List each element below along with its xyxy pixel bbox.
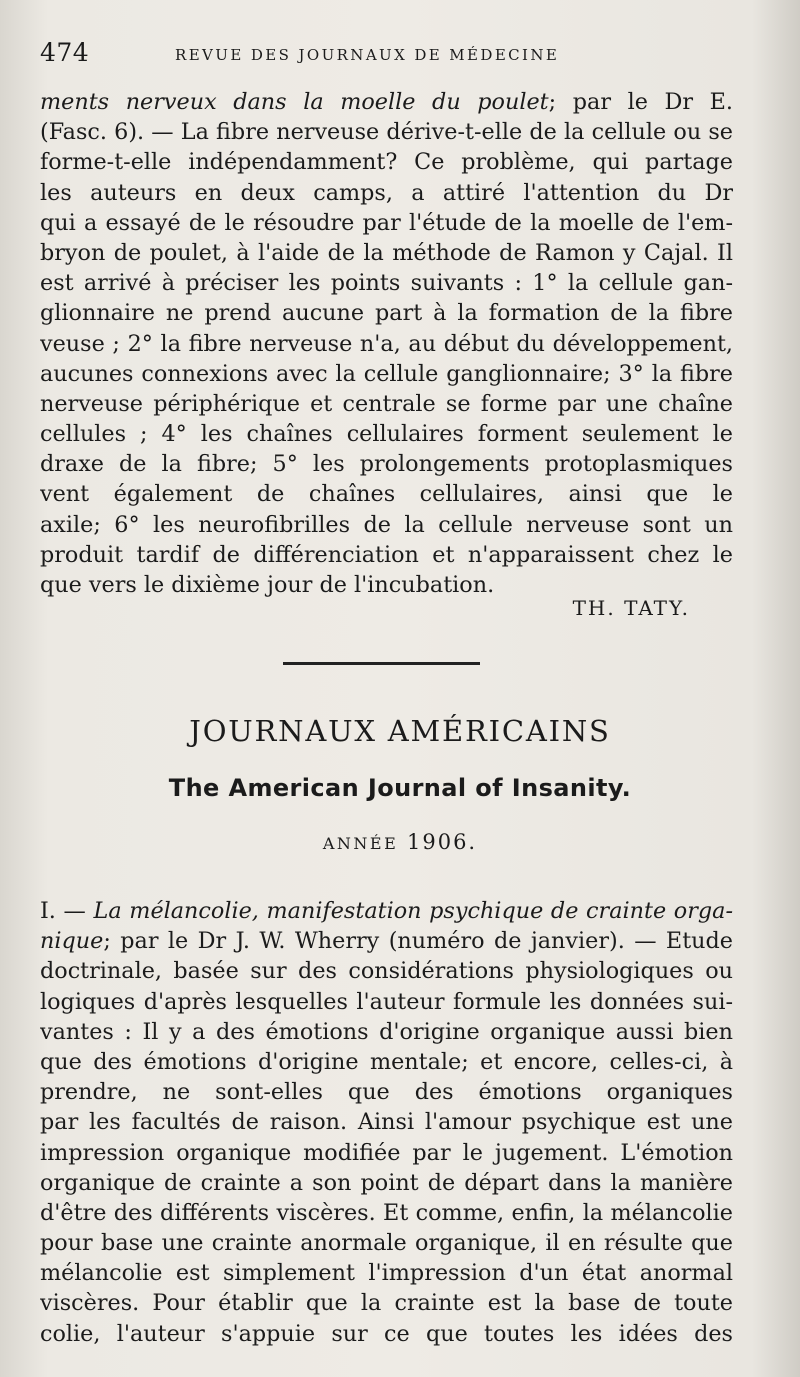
text-line: aucunes connexions avec la cellule ganglionnaire; 3° la fibre xyxy=(40,360,733,387)
text-line: viscères. Pour établir que la crainte est la base de toute xyxy=(40,1290,733,1317)
page-header xyxy=(40,38,760,72)
text-line: vantes : Il y a des émotions d'origine organique aussi bien xyxy=(40,1018,733,1045)
text-line: doctrinale, basée sur des considérations physiologiques ou xyxy=(40,958,733,985)
text-line xyxy=(40,896,733,926)
text-line: que des émotions d'origine mentale; et encore, celles-ci, à xyxy=(40,1048,733,1075)
text-line: colie, l'auteur s'appuie sur ce que toutes les idées des xyxy=(40,1320,733,1347)
text-line: glionnaire ne prend aucune part à la formation de la fibre xyxy=(40,300,733,327)
year-heading xyxy=(40,830,760,854)
text-line: logiques d'après lesquelles l'auteur formule les données sui- xyxy=(40,988,733,1015)
page-number: 474 xyxy=(40,38,90,67)
section-title: JOURNAUX AMÉRICAINS xyxy=(189,714,611,748)
text-line: impression organique modifiée par le jugement. L'émotion xyxy=(40,1139,733,1166)
text-line: (Fasc. 6). — La fibre nerveuse dérive-t-elle de la cellule ou se xyxy=(40,119,733,146)
text-line: forme-t-elle indépendamment? Ce problème, qui partage xyxy=(40,149,733,176)
text-line: que vers le dixième jour de l'incubation. xyxy=(40,572,495,598)
text-line: d'être des différents viscères. Et comme, enfin, la mélancolie xyxy=(40,1199,733,1226)
journal-title: The American Journal of Insanity. xyxy=(168,774,632,802)
text-line: est arrivé à préciser les points suivants : 1° la cellule gan- xyxy=(40,270,733,297)
bottom-article-text xyxy=(40,896,733,1349)
text-line xyxy=(40,87,733,117)
text-line: mélancolie est simplement l'impression d'un état anormal xyxy=(40,1260,733,1287)
line-prefix: I. — xyxy=(40,898,94,924)
text-line: produit tardif de différenciation et n'apparaissent chez le xyxy=(40,541,733,568)
text-line: par les facultés de raison. Ainsi l'amour psychique est une xyxy=(40,1109,733,1136)
article-title-italic: nique xyxy=(40,928,104,955)
text-line: veuse ; 2° la fibre nerveuse n'a, au début du développement, xyxy=(40,330,733,357)
text-line: bryon de poulet, à l'aide de la méthode de Ramon y Cajal. Il xyxy=(40,239,733,266)
article-title-italic: ments nerveux dans la moelle du poulet xyxy=(40,89,549,115)
year-value: 1906. xyxy=(406,830,478,854)
text-line: nerveuse périphérique et centrale se forme par une chaîne xyxy=(40,390,733,417)
text-line: qui a essayé de le résoudre par l'étude de la moelle de l'em- xyxy=(40,209,733,236)
text-line: pour base une crainte anormale organique, il en résulte que xyxy=(40,1230,733,1257)
line-rest: ; par le Dr E. xyxy=(548,89,733,115)
text-line xyxy=(40,926,733,956)
section-divider xyxy=(283,662,480,665)
article-signature: TH. TATY. xyxy=(572,596,690,620)
text-line: prendre, ne sont-elles que des émotions organiques xyxy=(40,1079,733,1106)
text-line: organique de crainte a son point de départ dans la manière xyxy=(40,1169,733,1196)
text-line: vent également de chaînes cellulaires, ainsi que le xyxy=(40,481,733,508)
top-article-text xyxy=(40,87,733,600)
year-label: ANNÉE xyxy=(322,834,399,853)
article-title-italic: La mélancolie, manifestation psychique de crainte orga- xyxy=(93,898,733,924)
line-rest: ; par le Dr J. W. Wherry (numéro de janvier). — Etude xyxy=(103,928,733,955)
running-title: REVUE DES JOURNAUX DE MÉDECINE xyxy=(175,46,560,64)
text-line: axile; 6° les neurofibrilles de la cellule nerveuse sont un xyxy=(40,511,733,538)
text-line: cellules ; 4° les chaînes cellulaires forment seulement le xyxy=(40,421,733,448)
text-line: draxe de la fibre; 5° les prolongements protoplasmiques xyxy=(40,451,733,478)
text-line: les auteurs en deux camps, a attiré l'attention du Dr xyxy=(40,179,733,206)
